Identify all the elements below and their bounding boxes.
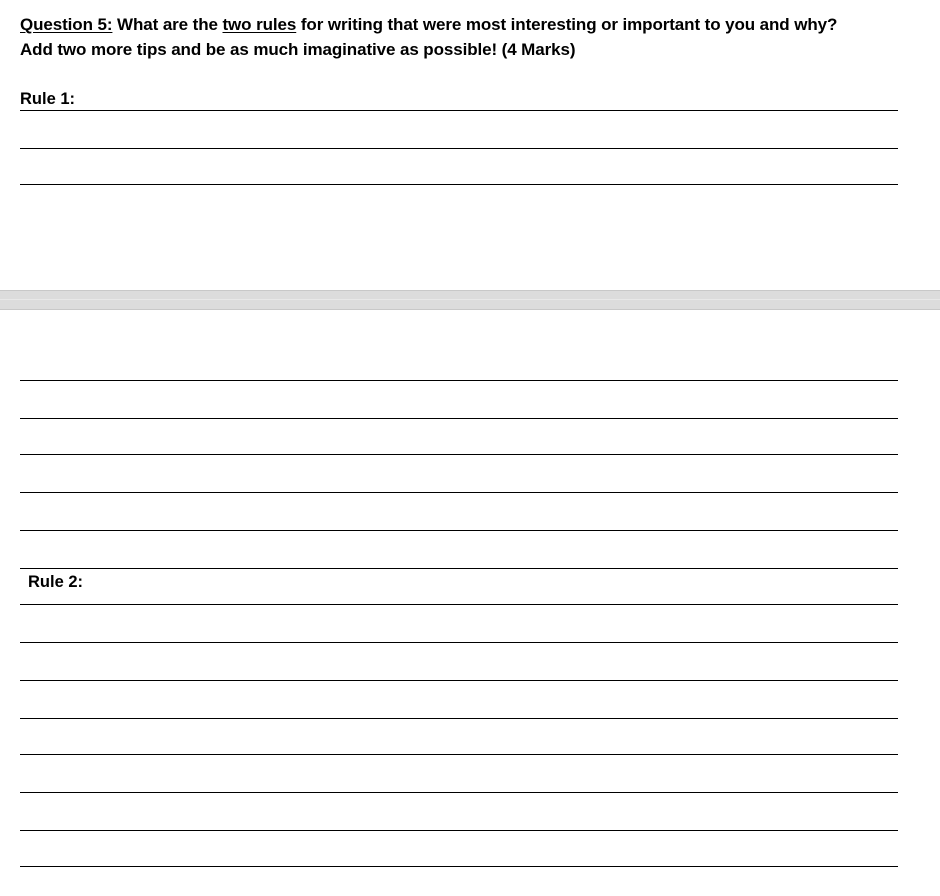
answer-line[interactable] [20, 492, 898, 493]
question-text-part-1: What are the [112, 15, 223, 34]
answer-line[interactable] [20, 754, 898, 755]
answer-line[interactable] [20, 530, 898, 531]
answer-line[interactable] [20, 380, 898, 381]
answer-line[interactable] [20, 568, 898, 569]
answer-line[interactable] [20, 604, 898, 605]
answer-line[interactable] [20, 184, 898, 185]
answer-line[interactable] [20, 718, 898, 719]
answer-line[interactable] [20, 454, 898, 455]
answer-line[interactable] [20, 148, 898, 149]
answer-line[interactable] [20, 642, 898, 643]
rule-2-label: Rule 2: [28, 573, 84, 591]
page-break [0, 290, 940, 310]
answer-line[interactable] [20, 792, 898, 793]
answer-line[interactable] [20, 110, 898, 111]
question-emphasis: two rules [222, 15, 297, 34]
question-prompt [20, 12, 920, 62]
answer-line[interactable] [20, 866, 898, 867]
question-text-line-2: Add two more tips and be as much imaginative as possible! (4 Marks) [20, 40, 576, 59]
answer-line[interactable] [20, 418, 898, 419]
question-number: Question 5: [20, 15, 113, 34]
rule-1-label: Rule 1: [20, 90, 76, 108]
answer-line[interactable] [20, 680, 898, 681]
answer-line[interactable] [20, 830, 898, 831]
question-text-part-2: for writing that were most interesting or important to you and why? [296, 15, 838, 34]
